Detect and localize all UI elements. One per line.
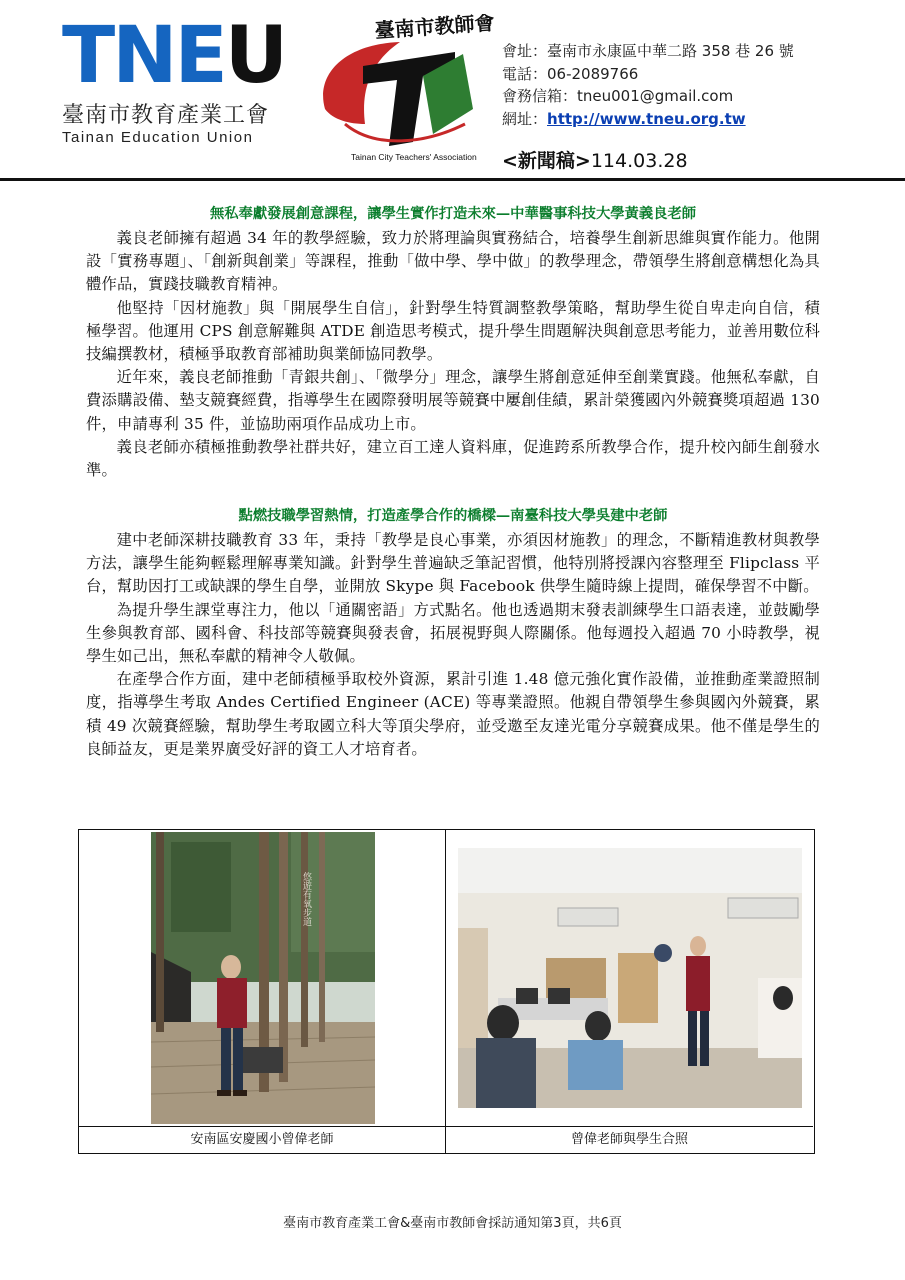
article-paragraph: 他堅持「因材施教」與「開展學生自信」，針對學生特質調整教學策略，幫助學生從自卑走向自信，積極學習。他運用 CPS 創意解難與 ATDE 創造思考模式，提升學生問題解決與創意思考能力，並善用數位科技編撰教材，積極爭取教育部補助與業師協同教學。 — [86, 298, 820, 364]
caption-row — [79, 1126, 813, 1153]
contact-info — [502, 40, 892, 130]
website: 網址：http://www.tneu.org.tw — [502, 109, 746, 128]
page-footer: 臺南市教育產業工會&臺南市教師會採訪通知第3頁，共6頁 — [283, 1216, 622, 1231]
teachers-association-logo — [305, 14, 495, 164]
header-divider — [0, 178, 905, 181]
address: 會址：臺南市永康區中華二路 358 巷 26 號 — [502, 42, 794, 60]
ctta-english-name: Tainan City Teachers' Association — [351, 152, 477, 162]
article-paragraph: 在產學合作方面，建中老師積極爭取校外資源，累計引進 1.48 億元強化實作設備，並推動產業證照制度，指導學生考取 Andes Certified Engineer (ACE) 等專業證照。他親自帶領學生參與國內外競賽，累積 49 次競賽經驗，幫助學生考取國立科大等頂尖學府，並受邀至友達光電分享競賽成果。他不僅是學生的良師益友，更是業界廣受好評的資工人才培育者。 — [86, 670, 820, 758]
tneu-logo-chinese-name: 臺南市教育產業工會 — [62, 103, 270, 128]
article-paragraph: 為提升學生課堂專注力，他以「通關密語」方式點名。他也透過期末發表訓練學生口語表達，並鼓勵學生參與教育部、國科會、科技部等競賽與發表會，拓展視野與人際關係。他每週投入超過 70 小時教學，視學生如己出，無私奉獻的精神令人敬佩。 — [86, 600, 820, 666]
article-paragraph: 建中老師深耕技職教育 33 年，秉持「教學是良心事業，亦須因材施教」的理念，不斷精進教材與教學方法，讓學生能夠輕鬆理解專業知識。針對學生普遍缺乏筆記習慣，他特別將授課內容整理至 Flipclass 平台，幫助因打工或缺課的學生自學，並開放 Skype 與 Facebook 供學生隨時線上提問，確保學習不中斷。 — [86, 531, 820, 596]
website-link[interactable]: http://www.tneu.org.tw — [547, 109, 746, 128]
article-title: 無私奉獻發展創意課程，讓學生實作打造未來—中華醫事科技大學黃義良老師 — [209, 206, 697, 222]
tneu-logo — [62, 11, 286, 146]
tneu-logo-letters: TNEU — [62, 11, 286, 101]
photo-caption-left: 安南區安慶國小曾偉老師 — [79, 1127, 446, 1154]
ctta-chinese-name: 臺南市教師會 — [373, 14, 495, 43]
photo-caption-right: 曾偉老師與學生合照 — [570, 1132, 688, 1147]
article-paragraph: 義良老師亦積極推動教學社群共好，建立百工達人資料庫，促進跨系所教學合作，提升校內師生創發水準。 — [86, 437, 820, 480]
article-title: 點燃技職學習熱情，打造產學合作的橋樑—南臺科技大學吳建中老師 — [238, 508, 668, 524]
article-huang — [86, 203, 820, 482]
teachers-association-emblem-icon — [305, 14, 495, 164]
press-date: 114.03.28 — [590, 150, 688, 172]
letterhead — [0, 0, 905, 182]
classroom-photo — [458, 848, 802, 1108]
phone: 電話：06-2089766 — [502, 64, 639, 83]
article-wu — [86, 505, 820, 761]
press-release-label: <新聞稿>114.03.28 — [502, 150, 688, 172]
article-paragraph: 近年來，義良老師推動「青銀共創」、「微學分」理念，讓學生將創意延伸至創業實踐。他無私奉獻，自費添購設備、墊支競賽經費，指導學生在國際發明展等競賽中屢創佳績，累計榮獲國內外競賽獎項超過 130 件，申請專利 35 件，並協助兩項作品成功上市。 — [86, 368, 820, 433]
photo-cell-left — [79, 830, 446, 1126]
trail-sign-text: 悠遊有氧步道 — [301, 872, 311, 926]
photo-table — [78, 829, 815, 1154]
photo-cell-right — [446, 830, 813, 1126]
teacher-in-forest-photo — [151, 832, 375, 1124]
email: 會務信箱：tneu001@gmail.com — [502, 87, 734, 105]
article-paragraph: 義良老師擁有超過 34 年的教學經驗，致力於將理論與實務結合，培養學生創新思維與實作能力。他開設「實務專題」、「創新與創業」等課程，推動「做中學、學中做」的教學理念，帶領學生將創意構想化為具體作品，實踐技職教育精神。 — [86, 229, 820, 294]
tneu-logo-english-name: Tainan Education Union — [62, 129, 254, 146]
